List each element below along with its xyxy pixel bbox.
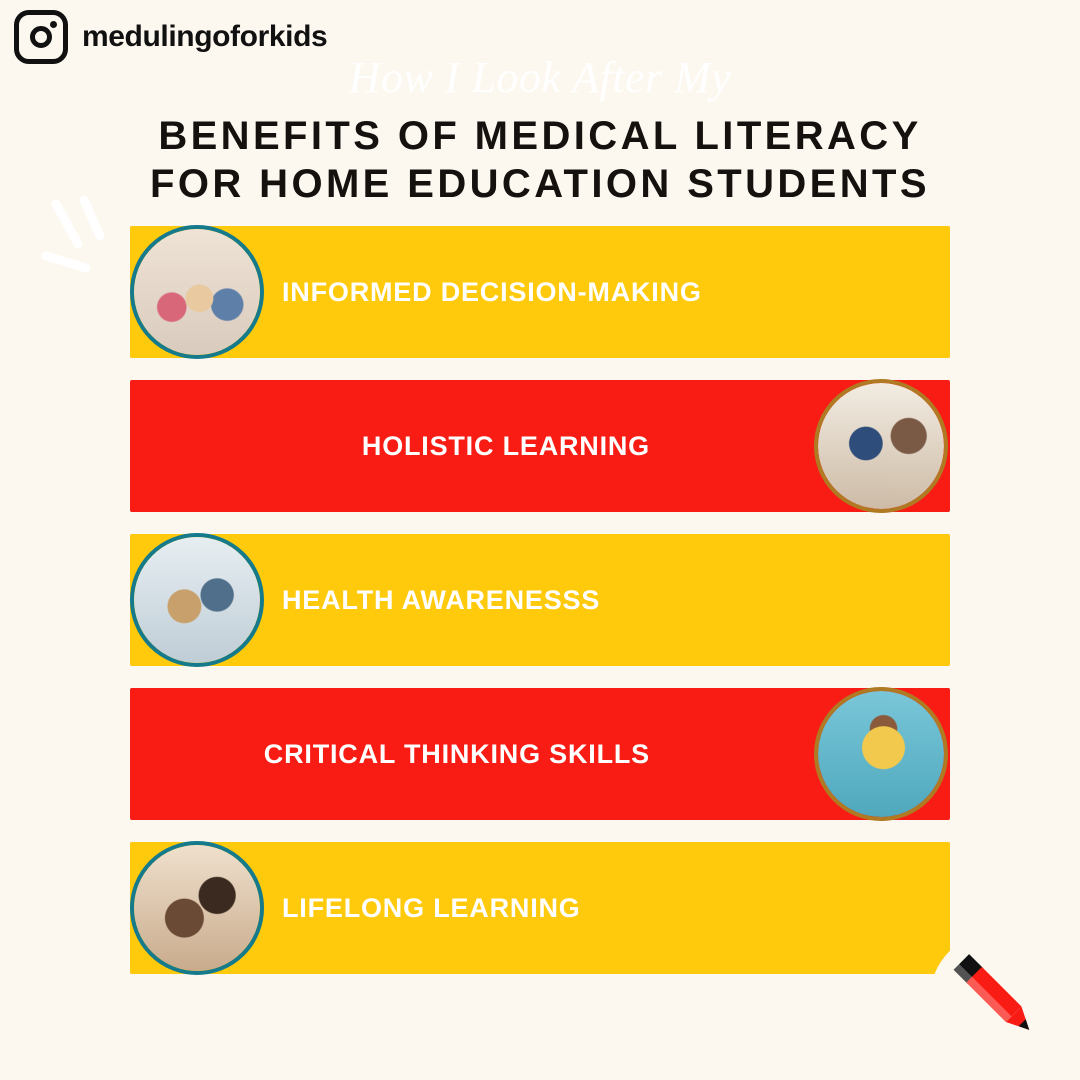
instagram-icon bbox=[14, 10, 68, 64]
benefit-label: INFORMED DECISION-MAKING bbox=[282, 276, 702, 307]
list-item bbox=[0, 534, 1080, 666]
page-title-line-2: FOR HOME EDUCATION STUDENTS bbox=[150, 162, 930, 206]
page-title-line-1: BENEFITS OF MEDICAL LITERACY bbox=[158, 114, 922, 158]
doctor-checkup-child-photo bbox=[130, 533, 264, 667]
pencil-badge bbox=[930, 932, 1062, 1064]
mother-and-child-baking-photo bbox=[814, 379, 948, 513]
instagram-icon-dot bbox=[50, 21, 57, 28]
child-reading-photo bbox=[130, 841, 264, 975]
list-item bbox=[0, 842, 1080, 974]
benefit-label: LIFELONG LEARNING bbox=[282, 892, 581, 923]
benefit-label: CRITICAL THINKING SKILLS bbox=[263, 738, 650, 769]
list-item bbox=[0, 688, 1080, 820]
pencil-icon bbox=[930, 932, 1062, 1064]
girl-with-book-photo bbox=[814, 687, 948, 821]
instagram-handle-text: medulingoforkids bbox=[82, 20, 328, 53]
benefits-list bbox=[0, 226, 1080, 996]
page-title bbox=[0, 112, 1080, 208]
kids-talking-photo bbox=[130, 225, 264, 359]
list-item bbox=[0, 380, 1080, 512]
benefit-label: HEALTH AWARENESSS bbox=[282, 584, 601, 615]
ghost-title-text: How I Look After My bbox=[348, 53, 732, 102]
list-item bbox=[0, 226, 1080, 358]
instagram-handle-bar bbox=[14, 10, 327, 64]
benefit-label: HOLISTIC LEARNING bbox=[361, 430, 650, 461]
